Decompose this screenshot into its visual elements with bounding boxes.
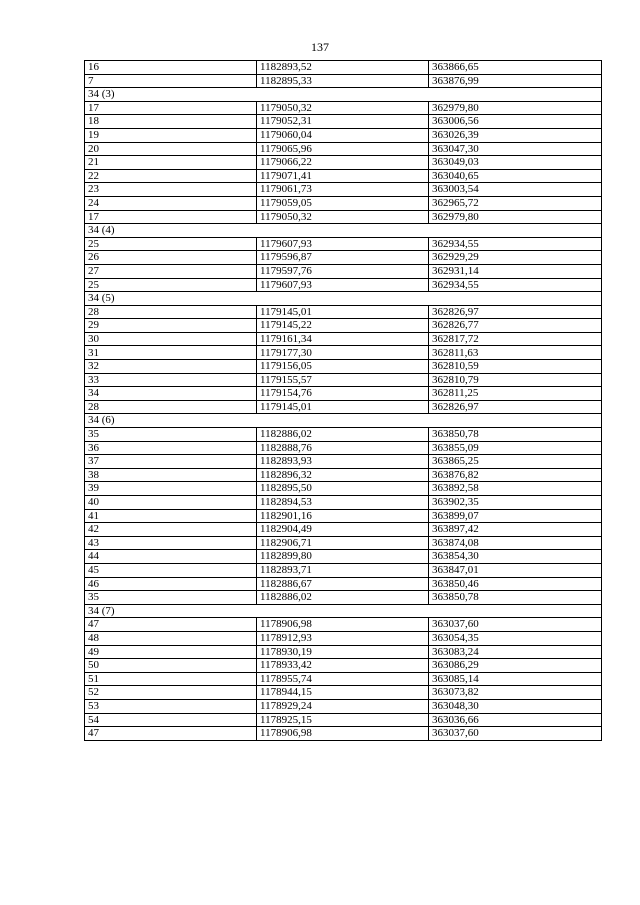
point-number-cell: 20	[85, 142, 257, 156]
x-coordinate-cell: 1179607,93	[257, 278, 429, 292]
y-coordinate-cell: 362929,29	[429, 251, 602, 265]
x-coordinate-cell: 1182893,93	[257, 455, 429, 469]
y-coordinate-cell: 362931,14	[429, 264, 602, 278]
point-number-cell: 43	[85, 536, 257, 550]
table-row	[85, 237, 602, 251]
y-coordinate-cell: 363037,60	[429, 727, 602, 741]
table-row	[85, 305, 602, 319]
page-number: 137	[311, 40, 329, 54]
y-coordinate-cell: 363850,46	[429, 577, 602, 591]
x-coordinate-cell: 1179061,73	[257, 183, 429, 197]
table-row	[85, 713, 602, 727]
table-row	[85, 196, 602, 210]
point-number-cell: 45	[85, 563, 257, 577]
section-row	[85, 414, 602, 428]
x-coordinate-cell: 1182893,52	[257, 61, 429, 75]
y-coordinate-cell: 363874,08	[429, 536, 602, 550]
y-coordinate-cell: 363073,82	[429, 686, 602, 700]
x-coordinate-cell: 1179145,01	[257, 400, 429, 414]
y-coordinate-cell: 363854,30	[429, 550, 602, 564]
y-coordinate-cell: 363049,03	[429, 156, 602, 170]
x-coordinate-cell: 1178933,42	[257, 659, 429, 673]
y-coordinate-cell: 362810,59	[429, 360, 602, 374]
table-row	[85, 251, 602, 265]
point-number-cell: 24	[85, 196, 257, 210]
y-coordinate-cell: 363047,30	[429, 142, 602, 156]
x-coordinate-cell: 1179607,93	[257, 237, 429, 251]
point-number-cell: 40	[85, 496, 257, 510]
point-number-cell: 34	[85, 387, 257, 401]
x-coordinate-cell: 1182901,16	[257, 509, 429, 523]
table-row	[85, 332, 602, 346]
x-coordinate-cell: 1179156,05	[257, 360, 429, 374]
x-coordinate-cell: 1182893,71	[257, 563, 429, 577]
table-row	[85, 387, 602, 401]
y-coordinate-cell: 363902,35	[429, 496, 602, 510]
table-row	[85, 536, 602, 550]
table-row	[85, 319, 602, 333]
y-coordinate-cell: 362811,63	[429, 346, 602, 360]
section-label: 34 (7)	[85, 604, 602, 618]
point-number-cell: 47	[85, 727, 257, 741]
y-coordinate-cell: 363850,78	[429, 591, 602, 605]
point-number-cell: 47	[85, 618, 257, 632]
table-row	[85, 659, 602, 673]
point-number-cell: 35	[85, 428, 257, 442]
table-row	[85, 645, 602, 659]
table-row	[85, 482, 602, 496]
y-coordinate-cell: 363040,65	[429, 169, 602, 183]
point-number-cell: 29	[85, 319, 257, 333]
y-coordinate-cell: 363083,24	[429, 645, 602, 659]
y-coordinate-cell: 362934,55	[429, 278, 602, 292]
table-row	[85, 346, 602, 360]
x-coordinate-cell: 1182906,71	[257, 536, 429, 550]
point-number-cell: 21	[85, 156, 257, 170]
y-coordinate-cell: 363892,58	[429, 482, 602, 496]
y-coordinate-cell: 362826,97	[429, 400, 602, 414]
section-label: 34 (4)	[85, 224, 602, 238]
point-number-cell: 52	[85, 686, 257, 700]
section-label: 34 (5)	[85, 292, 602, 306]
y-coordinate-cell: 363006,56	[429, 115, 602, 129]
section-label: 34 (3)	[85, 88, 602, 102]
x-coordinate-cell: 1179071,41	[257, 169, 429, 183]
point-number-cell: 31	[85, 346, 257, 360]
y-coordinate-cell: 362979,80	[429, 101, 602, 115]
table-row	[85, 360, 602, 374]
coordinates-table-body	[85, 61, 602, 741]
point-number-cell: 53	[85, 699, 257, 713]
y-coordinate-cell: 362811,25	[429, 387, 602, 401]
y-coordinate-cell: 363847,01	[429, 563, 602, 577]
table-row	[85, 672, 602, 686]
table-row	[85, 264, 602, 278]
table-row	[85, 550, 602, 564]
x-coordinate-cell: 1182886,02	[257, 591, 429, 605]
x-coordinate-cell: 1179145,22	[257, 319, 429, 333]
y-coordinate-cell: 362826,77	[429, 319, 602, 333]
x-coordinate-cell: 1182895,50	[257, 482, 429, 496]
y-coordinate-cell: 363899,07	[429, 509, 602, 523]
x-coordinate-cell: 1179177,30	[257, 346, 429, 360]
point-number-cell: 33	[85, 373, 257, 387]
y-coordinate-cell: 363850,78	[429, 428, 602, 442]
point-number-cell: 35	[85, 591, 257, 605]
x-coordinate-cell: 1179145,01	[257, 305, 429, 319]
point-number-cell: 48	[85, 631, 257, 645]
x-coordinate-cell: 1182904,49	[257, 523, 429, 537]
point-number-cell: 18	[85, 115, 257, 129]
x-coordinate-cell: 1179059,05	[257, 196, 429, 210]
point-number-cell: 36	[85, 441, 257, 455]
x-coordinate-cell: 1182896,32	[257, 468, 429, 482]
table-row	[85, 455, 602, 469]
point-number-cell: 38	[85, 468, 257, 482]
point-number-cell: 22	[85, 169, 257, 183]
y-coordinate-cell: 362979,80	[429, 210, 602, 224]
point-number-cell: 17	[85, 210, 257, 224]
y-coordinate-cell: 363866,65	[429, 61, 602, 75]
y-coordinate-cell: 362817,72	[429, 332, 602, 346]
y-coordinate-cell: 363085,14	[429, 672, 602, 686]
table-row	[85, 156, 602, 170]
table-row	[85, 727, 602, 741]
y-coordinate-cell: 363086,29	[429, 659, 602, 673]
point-number-cell: 17	[85, 101, 257, 115]
x-coordinate-cell: 1178955,74	[257, 672, 429, 686]
point-number-cell: 49	[85, 645, 257, 659]
x-coordinate-cell: 1178912,93	[257, 631, 429, 645]
point-number-cell: 25	[85, 237, 257, 251]
x-coordinate-cell: 1182899,80	[257, 550, 429, 564]
x-coordinate-cell: 1182895,33	[257, 74, 429, 88]
table-row	[85, 441, 602, 455]
x-coordinate-cell: 1179597,76	[257, 264, 429, 278]
table-row	[85, 101, 602, 115]
table-row	[85, 563, 602, 577]
table-row	[85, 468, 602, 482]
x-coordinate-cell: 1179155,57	[257, 373, 429, 387]
x-coordinate-cell: 1178944,15	[257, 686, 429, 700]
table-row	[85, 183, 602, 197]
y-coordinate-cell: 362934,55	[429, 237, 602, 251]
table-row	[85, 686, 602, 700]
table-row	[85, 142, 602, 156]
table-row	[85, 400, 602, 414]
x-coordinate-cell: 1179066,22	[257, 156, 429, 170]
x-coordinate-cell: 1179161,34	[257, 332, 429, 346]
point-number-cell: 39	[85, 482, 257, 496]
y-coordinate-cell: 362810,79	[429, 373, 602, 387]
y-coordinate-cell: 363897,42	[429, 523, 602, 537]
point-number-cell: 19	[85, 128, 257, 142]
x-coordinate-cell: 1179050,32	[257, 210, 429, 224]
y-coordinate-cell: 363855,09	[429, 441, 602, 455]
table-row	[85, 591, 602, 605]
x-coordinate-cell: 1182886,02	[257, 428, 429, 442]
x-coordinate-cell: 1179596,87	[257, 251, 429, 265]
y-coordinate-cell: 363876,99	[429, 74, 602, 88]
point-number-cell: 25	[85, 278, 257, 292]
x-coordinate-cell: 1179060,04	[257, 128, 429, 142]
y-coordinate-cell: 363054,35	[429, 631, 602, 645]
x-coordinate-cell: 1178930,19	[257, 645, 429, 659]
section-label: 34 (6)	[85, 414, 602, 428]
point-number-cell: 28	[85, 305, 257, 319]
x-coordinate-cell: 1182888,76	[257, 441, 429, 455]
point-number-cell: 42	[85, 523, 257, 537]
table-row	[85, 373, 602, 387]
y-coordinate-cell: 363036,66	[429, 713, 602, 727]
x-coordinate-cell: 1178929,24	[257, 699, 429, 713]
table-row	[85, 210, 602, 224]
x-coordinate-cell: 1179052,31	[257, 115, 429, 129]
section-row	[85, 88, 602, 102]
point-number-cell: 7	[85, 74, 257, 88]
table-row	[85, 128, 602, 142]
x-coordinate-cell: 1182894,53	[257, 496, 429, 510]
x-coordinate-cell: 1178906,98	[257, 618, 429, 632]
y-coordinate-cell: 363003,54	[429, 183, 602, 197]
point-number-cell: 41	[85, 509, 257, 523]
table-row	[85, 631, 602, 645]
point-number-cell: 54	[85, 713, 257, 727]
x-coordinate-cell: 1179154,76	[257, 387, 429, 401]
table-row	[85, 278, 602, 292]
y-coordinate-cell: 362965,72	[429, 196, 602, 210]
section-row	[85, 604, 602, 618]
point-number-cell: 32	[85, 360, 257, 374]
point-number-cell: 50	[85, 659, 257, 673]
table-row	[85, 699, 602, 713]
table-row	[85, 115, 602, 129]
section-row	[85, 292, 602, 306]
x-coordinate-cell: 1178906,98	[257, 727, 429, 741]
y-coordinate-cell: 362826,97	[429, 305, 602, 319]
table-row	[85, 74, 602, 88]
table-row	[85, 428, 602, 442]
coordinates-table	[84, 60, 602, 741]
x-coordinate-cell: 1182886,67	[257, 577, 429, 591]
x-coordinate-cell: 1179050,32	[257, 101, 429, 115]
point-number-cell: 26	[85, 251, 257, 265]
x-coordinate-cell: 1179065,96	[257, 142, 429, 156]
point-number-cell: 28	[85, 400, 257, 414]
table-row	[85, 169, 602, 183]
point-number-cell: 16	[85, 61, 257, 75]
point-number-cell: 37	[85, 455, 257, 469]
y-coordinate-cell: 363876,82	[429, 468, 602, 482]
point-number-cell: 44	[85, 550, 257, 564]
point-number-cell: 51	[85, 672, 257, 686]
y-coordinate-cell: 363865,25	[429, 455, 602, 469]
y-coordinate-cell: 363037,60	[429, 618, 602, 632]
y-coordinate-cell: 363026,39	[429, 128, 602, 142]
point-number-cell: 23	[85, 183, 257, 197]
table-row	[85, 496, 602, 510]
y-coordinate-cell: 363048,30	[429, 699, 602, 713]
table-row	[85, 61, 602, 75]
section-row	[85, 224, 602, 238]
table-row	[85, 577, 602, 591]
table-row	[85, 523, 602, 537]
point-number-cell: 30	[85, 332, 257, 346]
x-coordinate-cell: 1178925,15	[257, 713, 429, 727]
point-number-cell: 27	[85, 264, 257, 278]
point-number-cell: 46	[85, 577, 257, 591]
table-row	[85, 618, 602, 632]
table-row	[85, 509, 602, 523]
